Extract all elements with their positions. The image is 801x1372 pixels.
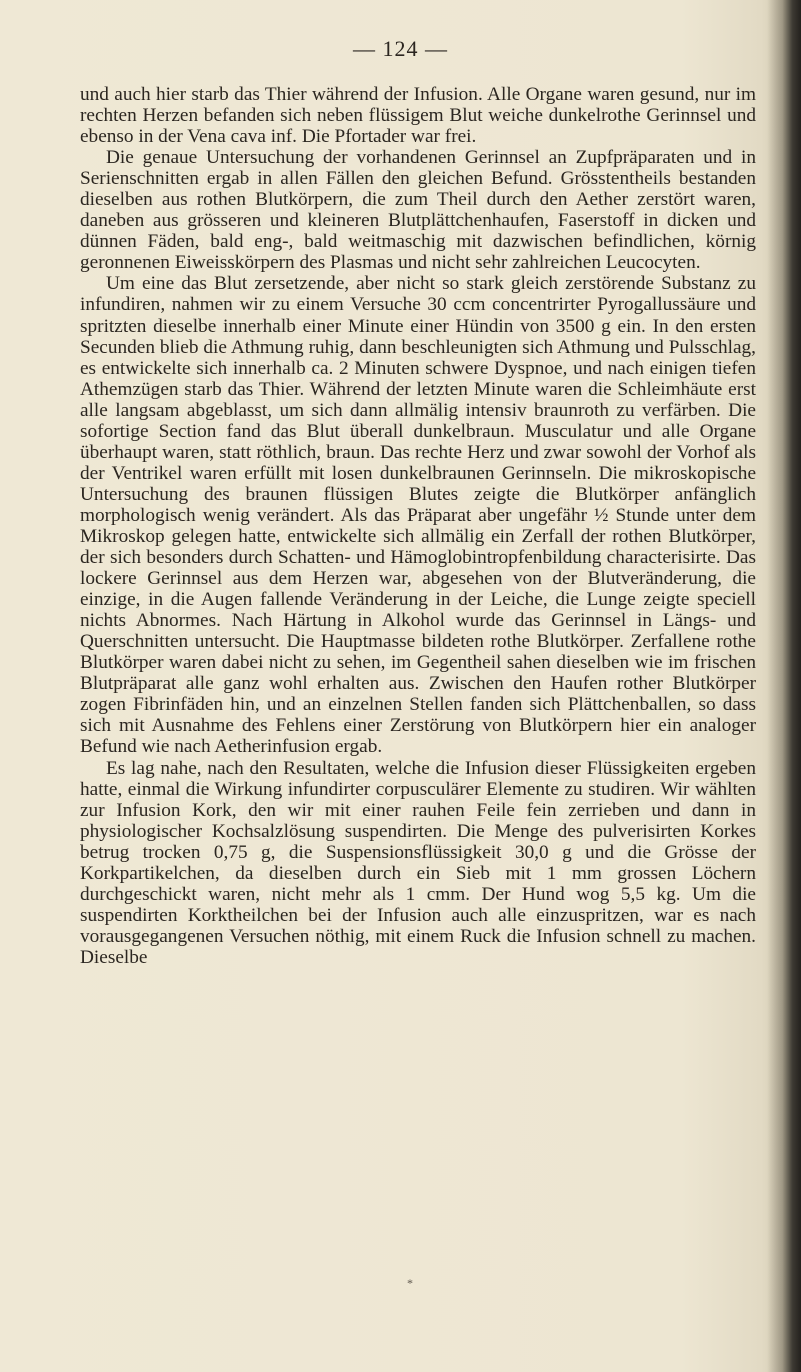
paragraph-3: Um eine das Blut zersetzende, aber nicht so stark gleich zerstörende Substanz zu infundiren, nahmen wir zu einem Versuche 30 ccm concentrirter Pyrogallussäure und spritzten dieselbe innerhalb einer Minute einer Hündin von 3500 g ein. In den ersten Secunden blieb die Athmung ruhig, dann beschleunigten sich Athmung und Pulsschlag, es entwickelte sich innerhalb ca. 2 Minuten schwere Dyspnoe, und nach einigen tiefen Athemzügen starb das Thier. Während der letzten Minute waren die Schleimhäute erst alle langsam abgeblasst, um sich dann allmälig intensiv braunroth zu verfärben. Die sofortige Section fand das Blut überall dunkelbraun. Musculatur und alle Organe überhaupt waren, statt röthlich, braun. Das rechte Herz und zwar sowohl der Vorhof als der Ventrikel waren erfüllt mit losen dunkelbraunen Gerinnseln. Die mikroskopische Untersuchung des braunen flüssigen Blutes zeigte die Blutkörper anfänglich morphologisch wenig verändert. Als das Präparat aber ungefähr ½ Stunde unter dem Mikroskop gelegen hatte, entwickelte sich allmälig ein Zerfall der rothen Blutkörper, der sich besonders durch Schatten- und Hämoglobintropfenbildung characterisirte. Das lockere Gerinnsel aus dem Herzen war, abgesehen von der Blutveränderung, die einzige, in die Augen fallende Veränderung in der Leiche, die Lunge zeigte speciell nichts Abnormes. Nach Härtung in Alkohol wurde das Gerinnsel in Längs- und Querschnitten untersucht. Die Hauptmasse bildeten rothe Blutkörper. Zerfallene rothe Blutkörper waren dabei nicht zu sehen, im Gegentheil sahen dieselben wie im frischen Blutpräparat alle ganz wohl erhalten aus. Zwischen den Haufen rother Blutkörper zogen Fibrinfäden hin, und an einzelnen Stellen fanden sich Plättchenballen, so dass sich mit Ausnahme des Fehlens einer Zerstörung von Blutkörpern hier ein analoger Befund wie nach Aetherinfusion ergab. (80, 273, 756, 758)
paragraph-2: Die genaue Untersuchung der vorhandenen Gerinnsel an Zupfpräparaten und in Serienschnitten ergab in allen Fällen den gleichen Befund. Grösstentheils bestanden dieselben aus rothen Blutkörpern, die zum Theil durch den Aether zerstört waren, daneben aus grösseren und kleineren Blutplättchenhaufen, Faserstoff in dicken und dünnen Fäden, bald eng-, bald weitmaschig mit dazwischen befindlichen, körnig geronnenen Eiweisskörpern des Plasmas und nicht sehr zahlreichen Leucocyten. (80, 147, 756, 274)
paragraph-1: und auch hier starb das Thier während der Infusion. Alle Organe waren gesund, nur im rechten Herzen befanden sich neben flüssigem Blut weiche dunkelrothe Gerinnsel und ebenso in der Vena cava inf. Die Pfortader war frei. (80, 84, 756, 148)
page-edge-shadow (767, 0, 801, 1372)
paragraph-4: Es lag nahe, nach den Resultaten, welche die Infusion dieser Flüssigkeiten ergeben hatte, einmal die Wirkung infundirter corpusculärer Elemente zu studiren. Wir wählten zur Infusion Kork, den wir mit einer rauhen Feile fein zerrieben und dann in physiologischer Kochsalzlösung suspendirten. Die Menge des pulverisirten Korkes betrug trocken 0,75 g, die Suspensionsflüssigkeit 30,0 g und die Grösse der Korkpartikelchen, da dieselben durch ein Sieb mit 1 mm grossen Löchern durchgeschickt waren, nicht mehr als 1 cmm. Der Hund wog 5,5 kg. Um die suspendirten Korktheilchen bei der Infusion auch alle einzuspritzen, war es nach vorausgegangenen Versuchen nöthig, mit einem Ruck die Infusion schnell zu machen. Dieselbe (80, 757, 756, 968)
page-number: — 124 — (353, 36, 448, 61)
printer-mark: * (407, 1276, 413, 1290)
body-text (80, 84, 756, 968)
